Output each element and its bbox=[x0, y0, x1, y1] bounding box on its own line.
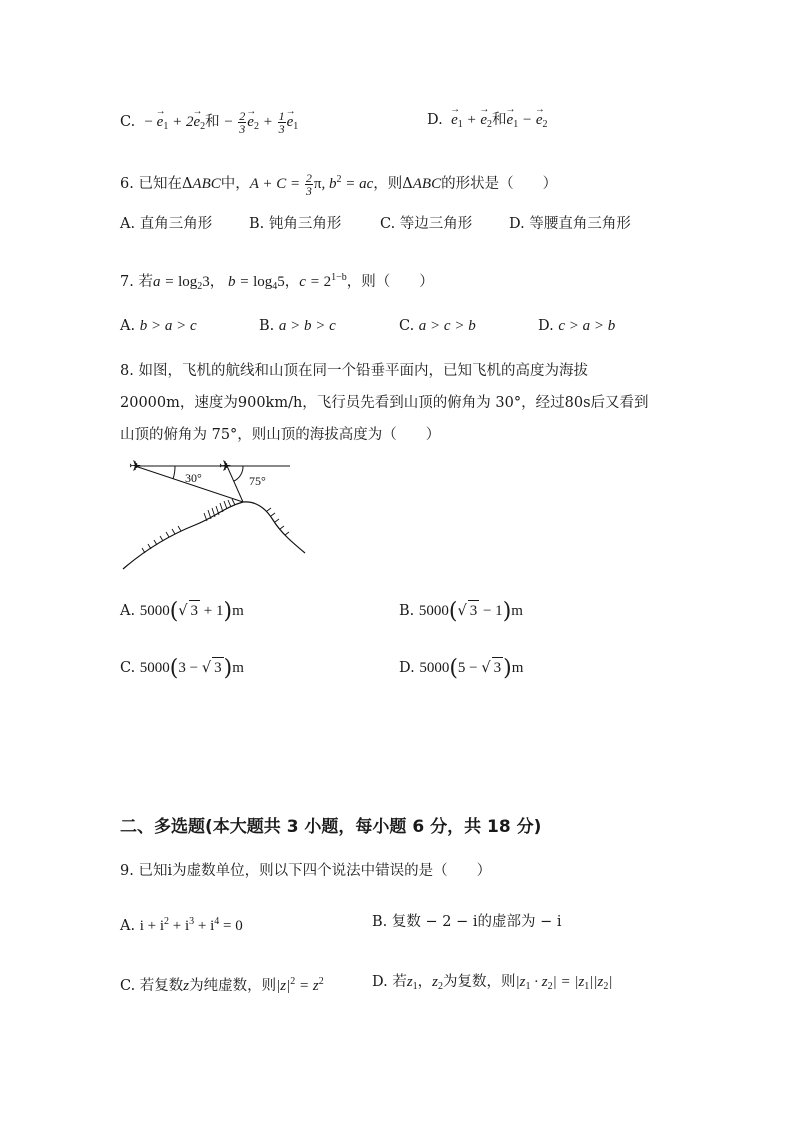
angle-arc-75 bbox=[234, 466, 243, 481]
section-heading: 二、多选题(本大题共 3 小题，每小题 6 分，共 18 分) bbox=[120, 817, 542, 837]
q9-stem: 9. 已知i为虚数单位，则以下四个说法中错误的是（ ） bbox=[120, 863, 492, 879]
q5-d-label: D. bbox=[427, 112, 443, 128]
q9-option-b: B. 复数 − 2 − i的虚部为 − i bbox=[372, 914, 562, 930]
q6-option-b: B. 钝角三角形 bbox=[249, 216, 342, 232]
q5-c-and: 和 bbox=[205, 113, 220, 130]
q8-option-d: D. 5000(5 − √ 3)m bbox=[399, 656, 524, 681]
plane-icon-2: ✈ bbox=[219, 457, 232, 475]
q7-option-b: B. a > b > c bbox=[259, 318, 336, 334]
q9-option-c: C. 若复数z为纯虚数，则$|z|^2 = z^2$ bbox=[120, 976, 324, 994]
q6-option-d: D. 等腰直角三角形 bbox=[509, 216, 631, 232]
q9-option-d: D. 若$z_1$，$z_2$为复数，则$|z_1 \cdot z_2| = |z_1||z_2|$ bbox=[372, 974, 613, 992]
q9-option-a: A. $i + i^2 + i^3 + i^4 = 0$ bbox=[120, 916, 243, 934]
angle-arc-30 bbox=[173, 466, 175, 479]
q6-condition: A + C = $\frac{2}{3}$ π, $b^2$ = ac bbox=[249, 171, 374, 199]
mountain-hatching-right bbox=[267, 508, 289, 535]
q8-option-a: A. 5000(√ 3 + 1)m bbox=[120, 599, 244, 624]
q5-c-math: − → $e_1 + 2\to e_2$ bbox=[140, 114, 205, 130]
q5-c-label: C. bbox=[120, 113, 136, 130]
q8-stem-line1: 8. 如图，飞机的航线和山顶在同一个铅垂平面内，已知飞机的高度为海拔 bbox=[120, 363, 588, 379]
q6-stem: 6. 已知在ΔABC中，A + C = $\frac{2}{3}$ π, $b^2$ = ac，则ΔABC的形状是（ ） bbox=[120, 171, 558, 199]
q7-option-c: C. a > c > b bbox=[399, 318, 476, 334]
plane-icon-1: ✈ bbox=[129, 457, 142, 475]
angle-label-30: 30° bbox=[185, 471, 202, 485]
q8-figure bbox=[115, 445, 315, 575]
q7-option-a: A. b > a > c bbox=[120, 318, 197, 334]
q5-option-d: D. → $e_1$ + → $e_2$和→ $e_1$ − → $e_2$ bbox=[427, 110, 548, 135]
q5-d-and: 和 bbox=[492, 112, 507, 128]
q7-option-d: D. c > a > b bbox=[538, 318, 616, 334]
q5-d-math: → $e_1$ + → $e_2$ bbox=[447, 112, 492, 128]
mountain-outline bbox=[123, 502, 305, 569]
q5-option-c: C. − → $e_1 + 2\to e_2$和 − $\frac{2}{3}$ → $e_2$ + $\frac{1}{3}$ → $e_1$ bbox=[120, 110, 298, 137]
q6-option-c: C. 等边三角形 bbox=[380, 216, 473, 232]
q7-stem: 7. 若$a = \log_23$， $b = \log_45$，$c = 2^{1-b}$，则（ ） bbox=[120, 272, 434, 292]
q6-option-a: A. 直角三角形 bbox=[120, 216, 213, 232]
q8-option-b: B. 5000(√ 3 − 1)m bbox=[399, 599, 523, 624]
q8-stem-line2: 20000m，速度为900km/h，飞行员先看到山顶的俯角为 30°，经过80s后又看到 bbox=[120, 395, 649, 411]
q8-option-c: C. 5000(3 − √ 3)m bbox=[120, 656, 244, 681]
angle-label-75: 75° bbox=[249, 474, 266, 488]
q8-stem-line3: 山顶的俯角为 75°，则山顶的海拔高度为（ ） bbox=[120, 427, 441, 443]
